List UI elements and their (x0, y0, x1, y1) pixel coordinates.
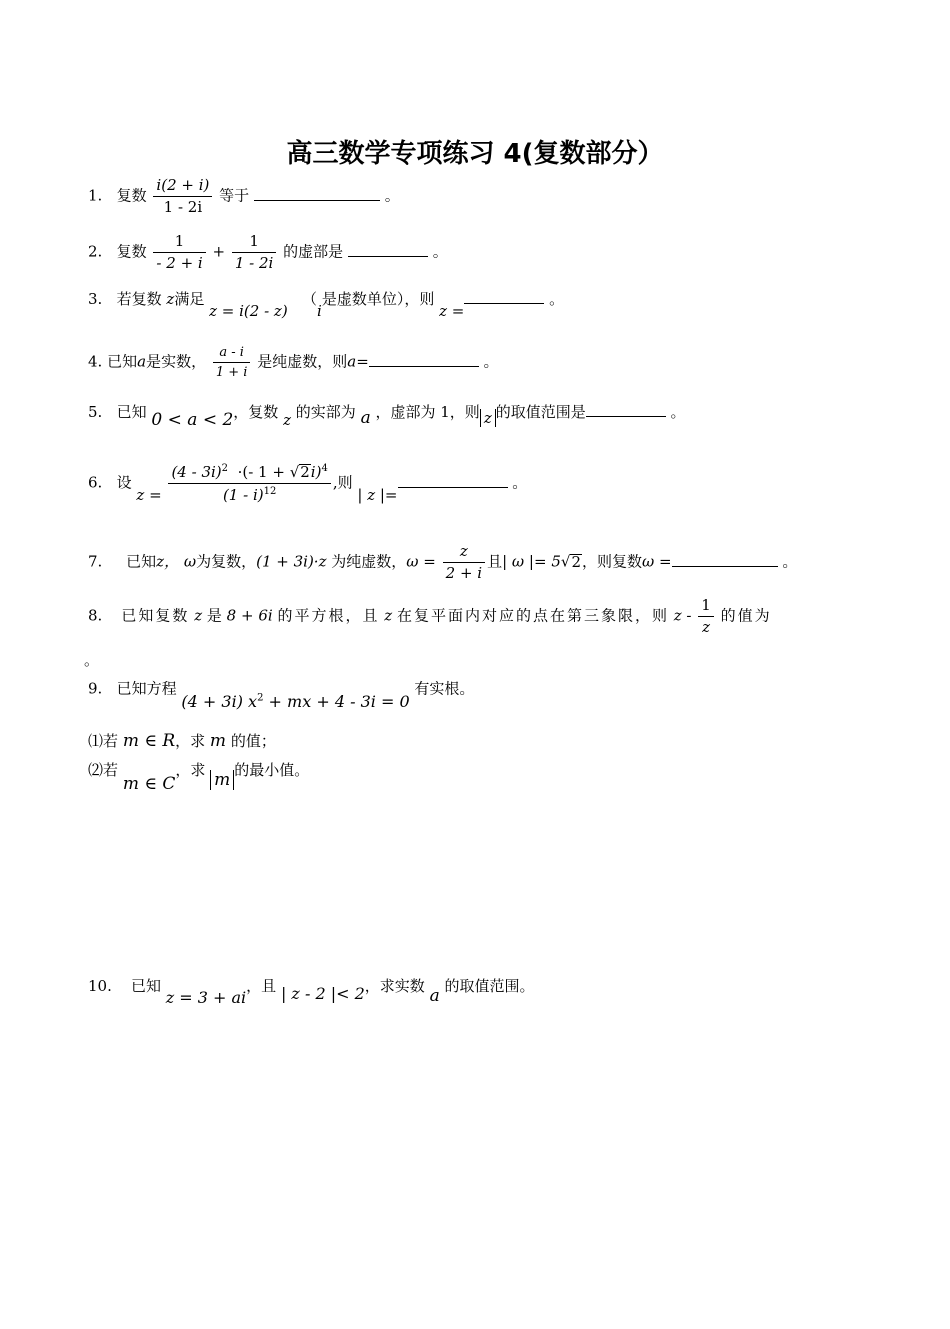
numerator-term: ·(- 1 + (237, 463, 290, 481)
question-number: 4. (88, 352, 103, 371)
answer-blank[interactable] (348, 255, 428, 257)
fraction (698, 598, 714, 635)
question-number: 5. (88, 403, 103, 421)
variable-z: z (384, 606, 393, 625)
question-text: 等于 (219, 186, 250, 205)
question-text: 若复数 (116, 290, 162, 308)
question-text: 的值为 (720, 606, 772, 625)
fraction-numerator: a - i (213, 346, 251, 363)
expression: z - (673, 606, 692, 625)
question-text: 若 (103, 732, 119, 750)
question-text: 已知方程 (116, 679, 177, 698)
fraction-denominator: 1 + i (215, 365, 248, 380)
question-number: 2. (88, 242, 103, 261)
numerator-term: (4 - 3i) (171, 463, 222, 481)
punctuation: 。 (84, 651, 100, 669)
question-text: 在复平面内对应的点在第三象限，则 (396, 606, 669, 625)
question-text: ，求 (175, 761, 206, 779)
answer-blank[interactable] (369, 365, 479, 367)
question-text: 复数 (116, 242, 147, 261)
question-text: 若 (103, 761, 119, 779)
fraction-denominator: 1 - 2i (163, 198, 203, 216)
variable-z: z (166, 290, 175, 308)
question-number: 6. (88, 473, 103, 492)
question-3 (88, 290, 565, 320)
answer-blank[interactable] (672, 565, 778, 567)
answer-blank[interactable] (586, 415, 666, 417)
fraction (443, 544, 485, 581)
answer-blank[interactable] (254, 199, 380, 201)
fraction-denominator (168, 484, 330, 503)
question-text: 的虚部是 (283, 242, 344, 261)
question-text: 设 (116, 473, 132, 492)
variable-z: z (194, 606, 203, 625)
fraction-numerator: 1 (153, 234, 205, 253)
question-text: 的实部为 (295, 403, 356, 421)
question-8 (88, 598, 772, 635)
absolute-value-omega: | ω |= 5 (502, 552, 561, 571)
variable-a: a (429, 986, 440, 1006)
equation-part: (4 + 3i) x (181, 692, 258, 712)
question-5 (88, 403, 686, 430)
fraction-denominator: 2 + i (445, 564, 483, 582)
exponent: 12 (263, 486, 277, 497)
fraction (168, 464, 330, 503)
variable-i: i (317, 302, 322, 320)
fraction-numerator: z (443, 544, 485, 563)
sqrt-radicand: 2 (300, 463, 310, 481)
page-title: 高三数学专项练习 4(复数部分） (286, 139, 664, 169)
question-7: 7. 已知z， ω为复数，(1 + 3i)·z 为纯虚数，ω = $\frac{z}{2 + i}$ 且| ω |= 5√2，则复数ω = 。 (88, 542, 798, 582)
fraction-numerator: (4 - 3i)$^2$ ·(- 1 + √2i)$^4$ (168, 464, 330, 484)
question-text: 的最小值。 (234, 761, 310, 779)
fraction-denominator: z (702, 618, 710, 636)
part-label: ⑴ (88, 732, 104, 750)
value: 8 + 6i (226, 606, 273, 625)
question-9-part-1 (88, 733, 276, 750)
absolute-value-z: z (480, 409, 496, 427)
question-text: 是虚数单位），则 (321, 290, 435, 308)
question-text: 已知 (107, 352, 138, 371)
variable-a: a= (347, 352, 369, 371)
punctuation: 。 (670, 403, 686, 421)
numerator-term: i) (310, 463, 322, 481)
question-4 (88, 346, 499, 379)
sqrt-radicand: 2 (571, 552, 581, 571)
fraction-numerator: i(2 + i) (153, 178, 212, 197)
question-text: ，求实数 (364, 977, 425, 995)
question-text: 的平方根，且 (277, 606, 380, 625)
question-2 (88, 234, 448, 271)
variable-omega: ω (183, 552, 197, 571)
part-label: ⑵ (88, 761, 104, 779)
question-number: 1. (88, 186, 103, 205)
question-number: 10. (88, 977, 112, 995)
question-number: 7. (88, 552, 103, 571)
omega-equation: ω = (642, 552, 672, 571)
question-text: ，复数 (233, 403, 279, 421)
variable-a: a (360, 408, 371, 428)
question-text: ，虚部为 1，则 (375, 403, 480, 421)
variable-z: z = (439, 302, 465, 320)
question-text: 已知 (116, 403, 147, 421)
question-text: 且 (487, 552, 503, 571)
question-10 (88, 977, 535, 1007)
question-text: 有实根。 (414, 679, 475, 698)
punctuation: 。 (483, 352, 499, 371)
punctuation: （ (302, 290, 318, 308)
denominator-term: (1 - i) (222, 486, 264, 504)
question-text: 复数 (116, 186, 147, 205)
question-text: 已知 (130, 977, 161, 995)
question-text: 的取值范围是 (495, 403, 586, 421)
question-text: 已知 (126, 552, 157, 571)
equation: z = i(2 - z) (209, 302, 288, 320)
question-text: 是实数， (146, 352, 207, 371)
punctuation: 。 (782, 552, 798, 571)
absolute-value-z: | z |= (357, 485, 398, 504)
question-text: 是纯虚数，则 (257, 352, 348, 371)
omega-equation: ω = (406, 552, 436, 571)
exponent: 4 (321, 463, 328, 474)
variable-m: m (209, 731, 227, 751)
question-text: ,则 (332, 473, 353, 492)
question-text: 为纯虚数， (331, 552, 407, 571)
fraction (153, 234, 205, 271)
question-6 (88, 464, 527, 503)
fraction (232, 234, 277, 271)
fraction (213, 346, 251, 379)
answer-blank[interactable] (398, 486, 508, 488)
equation (181, 692, 409, 711)
question-9 (88, 679, 475, 712)
question-number: 9. (88, 679, 103, 698)
equation-part: + mx + 4 - 3i = 0 (268, 692, 410, 712)
fraction (153, 178, 212, 215)
fraction-denominator: 1 - 2i (234, 254, 274, 272)
inequality: | z - 2 |< 2 (280, 984, 365, 1003)
question-text: ，且 (246, 977, 277, 995)
fraction-denominator: - 2 + i (156, 254, 203, 272)
condition: m ∈ R (122, 731, 176, 751)
variable-z: z (283, 411, 291, 429)
exponent: 2 (257, 693, 264, 704)
question-1 (88, 178, 400, 215)
punctuation: 。 (549, 290, 565, 308)
absolute-value-m: m (210, 770, 234, 790)
question-number: 3. (88, 290, 103, 308)
question-text: ，则复数 (581, 552, 642, 571)
question-text: ，求 (175, 732, 206, 750)
answer-blank[interactable] (464, 302, 544, 304)
exponent: 2 (221, 463, 229, 474)
expression: (1 + 3i)·z (256, 552, 327, 571)
question-text: 满足 (174, 290, 205, 308)
condition: m ∈ C (122, 774, 176, 794)
question-number: 8. (88, 606, 103, 625)
question-text: 是 (206, 606, 222, 625)
question-text: 为复数， (196, 552, 257, 571)
question-text: 已知复数 (121, 606, 190, 625)
variable-a: a (137, 352, 147, 371)
question-9-part-2 (88, 761, 310, 794)
question-text: 的值； (230, 732, 276, 750)
variable-z: z， (156, 552, 180, 571)
variable-z: z = (136, 485, 162, 504)
fraction-numerator: 1 (698, 598, 714, 617)
punctuation: 。 (432, 242, 448, 261)
question-8-end (84, 653, 99, 668)
equation: z = 3 + ai (165, 988, 247, 1007)
plus-sign: + (212, 242, 226, 261)
question-text: 的取值范围。 (444, 977, 535, 995)
punctuation: 。 (512, 473, 528, 492)
inequality: 0 < a < 2 (151, 410, 234, 430)
punctuation: 。 (384, 186, 400, 205)
fraction-numerator: 1 (232, 234, 277, 253)
